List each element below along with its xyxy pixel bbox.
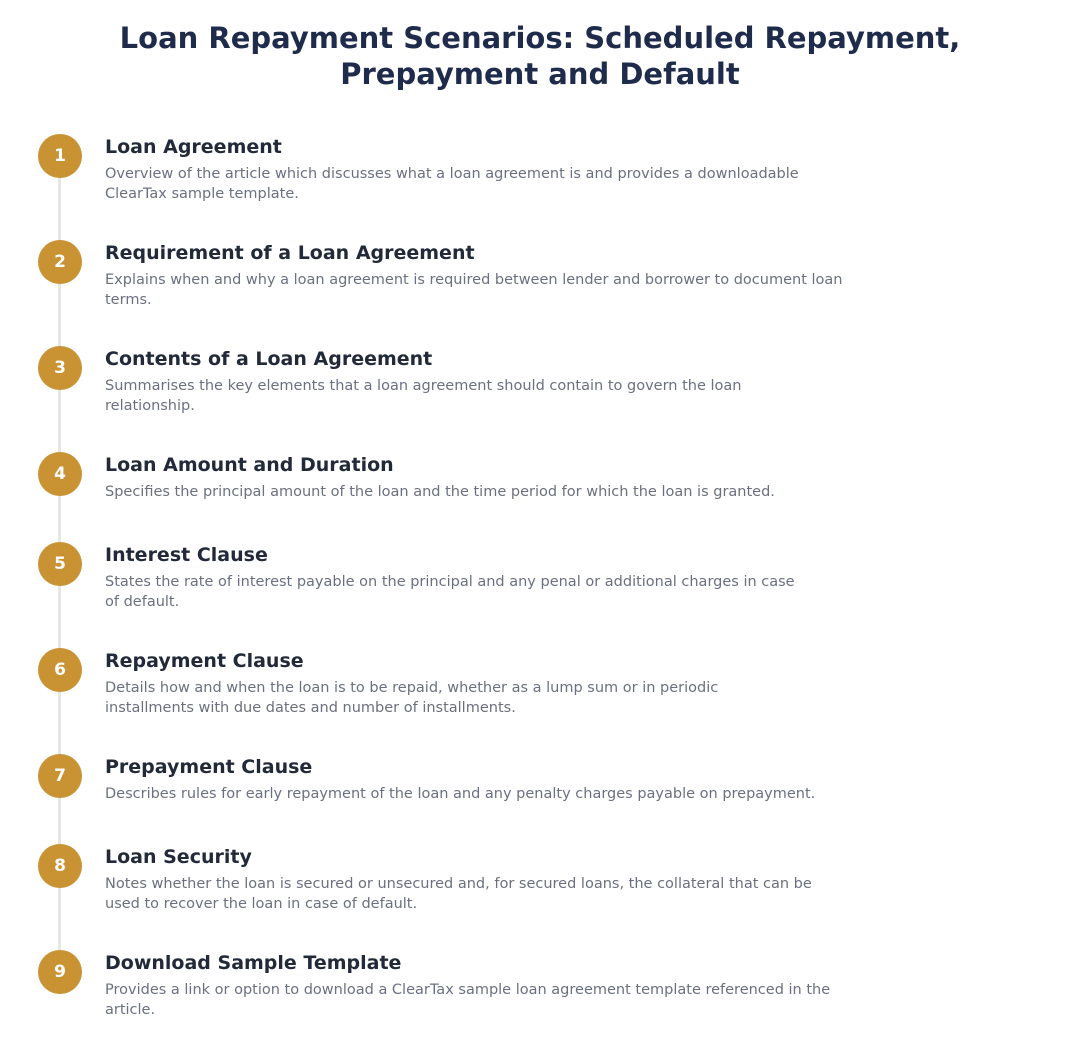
step-description: Describes rules for early repayment of the loan and any penalty charges payable on prepayment. — [105, 786, 816, 802]
step-number-badge: 3 — [38, 346, 82, 390]
step-title: Loan Amount and Duration — [105, 454, 394, 476]
step-number-badge: 6 — [38, 648, 82, 692]
step-number-badge: 5 — [38, 542, 82, 586]
step-description: Notes whether the loan is secured or unsecured and, for secured loans, the collateral that can be used to recover the loan in case of default. — [105, 876, 812, 912]
page-title: Loan Repayment Scenarios: Scheduled Repayment, Prepayment and Default — [119, 21, 961, 91]
step-description: States the rate of interest payable on the principal and any penal or additional charges in case of default. — [105, 574, 795, 610]
step-number-badge: 7 — [38, 754, 82, 798]
step-description: Summarises the key elements that a loan agreement should contain to govern the loan relationship. — [105, 378, 742, 414]
step-title: Requirement of a Loan Agreement — [105, 242, 475, 264]
step-description: Overview of the article which discusses what a loan agreement is and provides a downloadable ClearTax sample template. — [105, 166, 799, 202]
step-title: Loan Agreement — [105, 136, 282, 158]
step-number-badge: 9 — [38, 950, 82, 994]
step-number-badge: 1 — [38, 134, 82, 178]
step-title: Download Sample Template — [105, 952, 402, 974]
step-title: Prepayment Clause — [105, 756, 313, 778]
step-number-badge: 8 — [38, 844, 82, 888]
step-description: Details how and when the loan is to be repaid, whether as a lump sum or in periodic installments with due dates and number of installments. — [105, 680, 719, 716]
step-title: Repayment Clause — [105, 650, 304, 672]
step-description: Provides a link or option to download a ClearTax sample loan agreement template referenced in the article. — [105, 982, 831, 1018]
step-description: Explains when and why a loan agreement is required between lender and borrower to document loan terms. — [105, 272, 843, 308]
step-number-badge: 2 — [38, 240, 82, 284]
step-title: Interest Clause — [105, 544, 268, 566]
step-description: Specifies the principal amount of the loan and the time period for which the loan is granted. — [105, 484, 775, 500]
step-title: Loan Security — [105, 846, 252, 868]
step-number-badge: 4 — [38, 452, 82, 496]
step-title: Contents of a Loan Agreement — [105, 348, 433, 370]
